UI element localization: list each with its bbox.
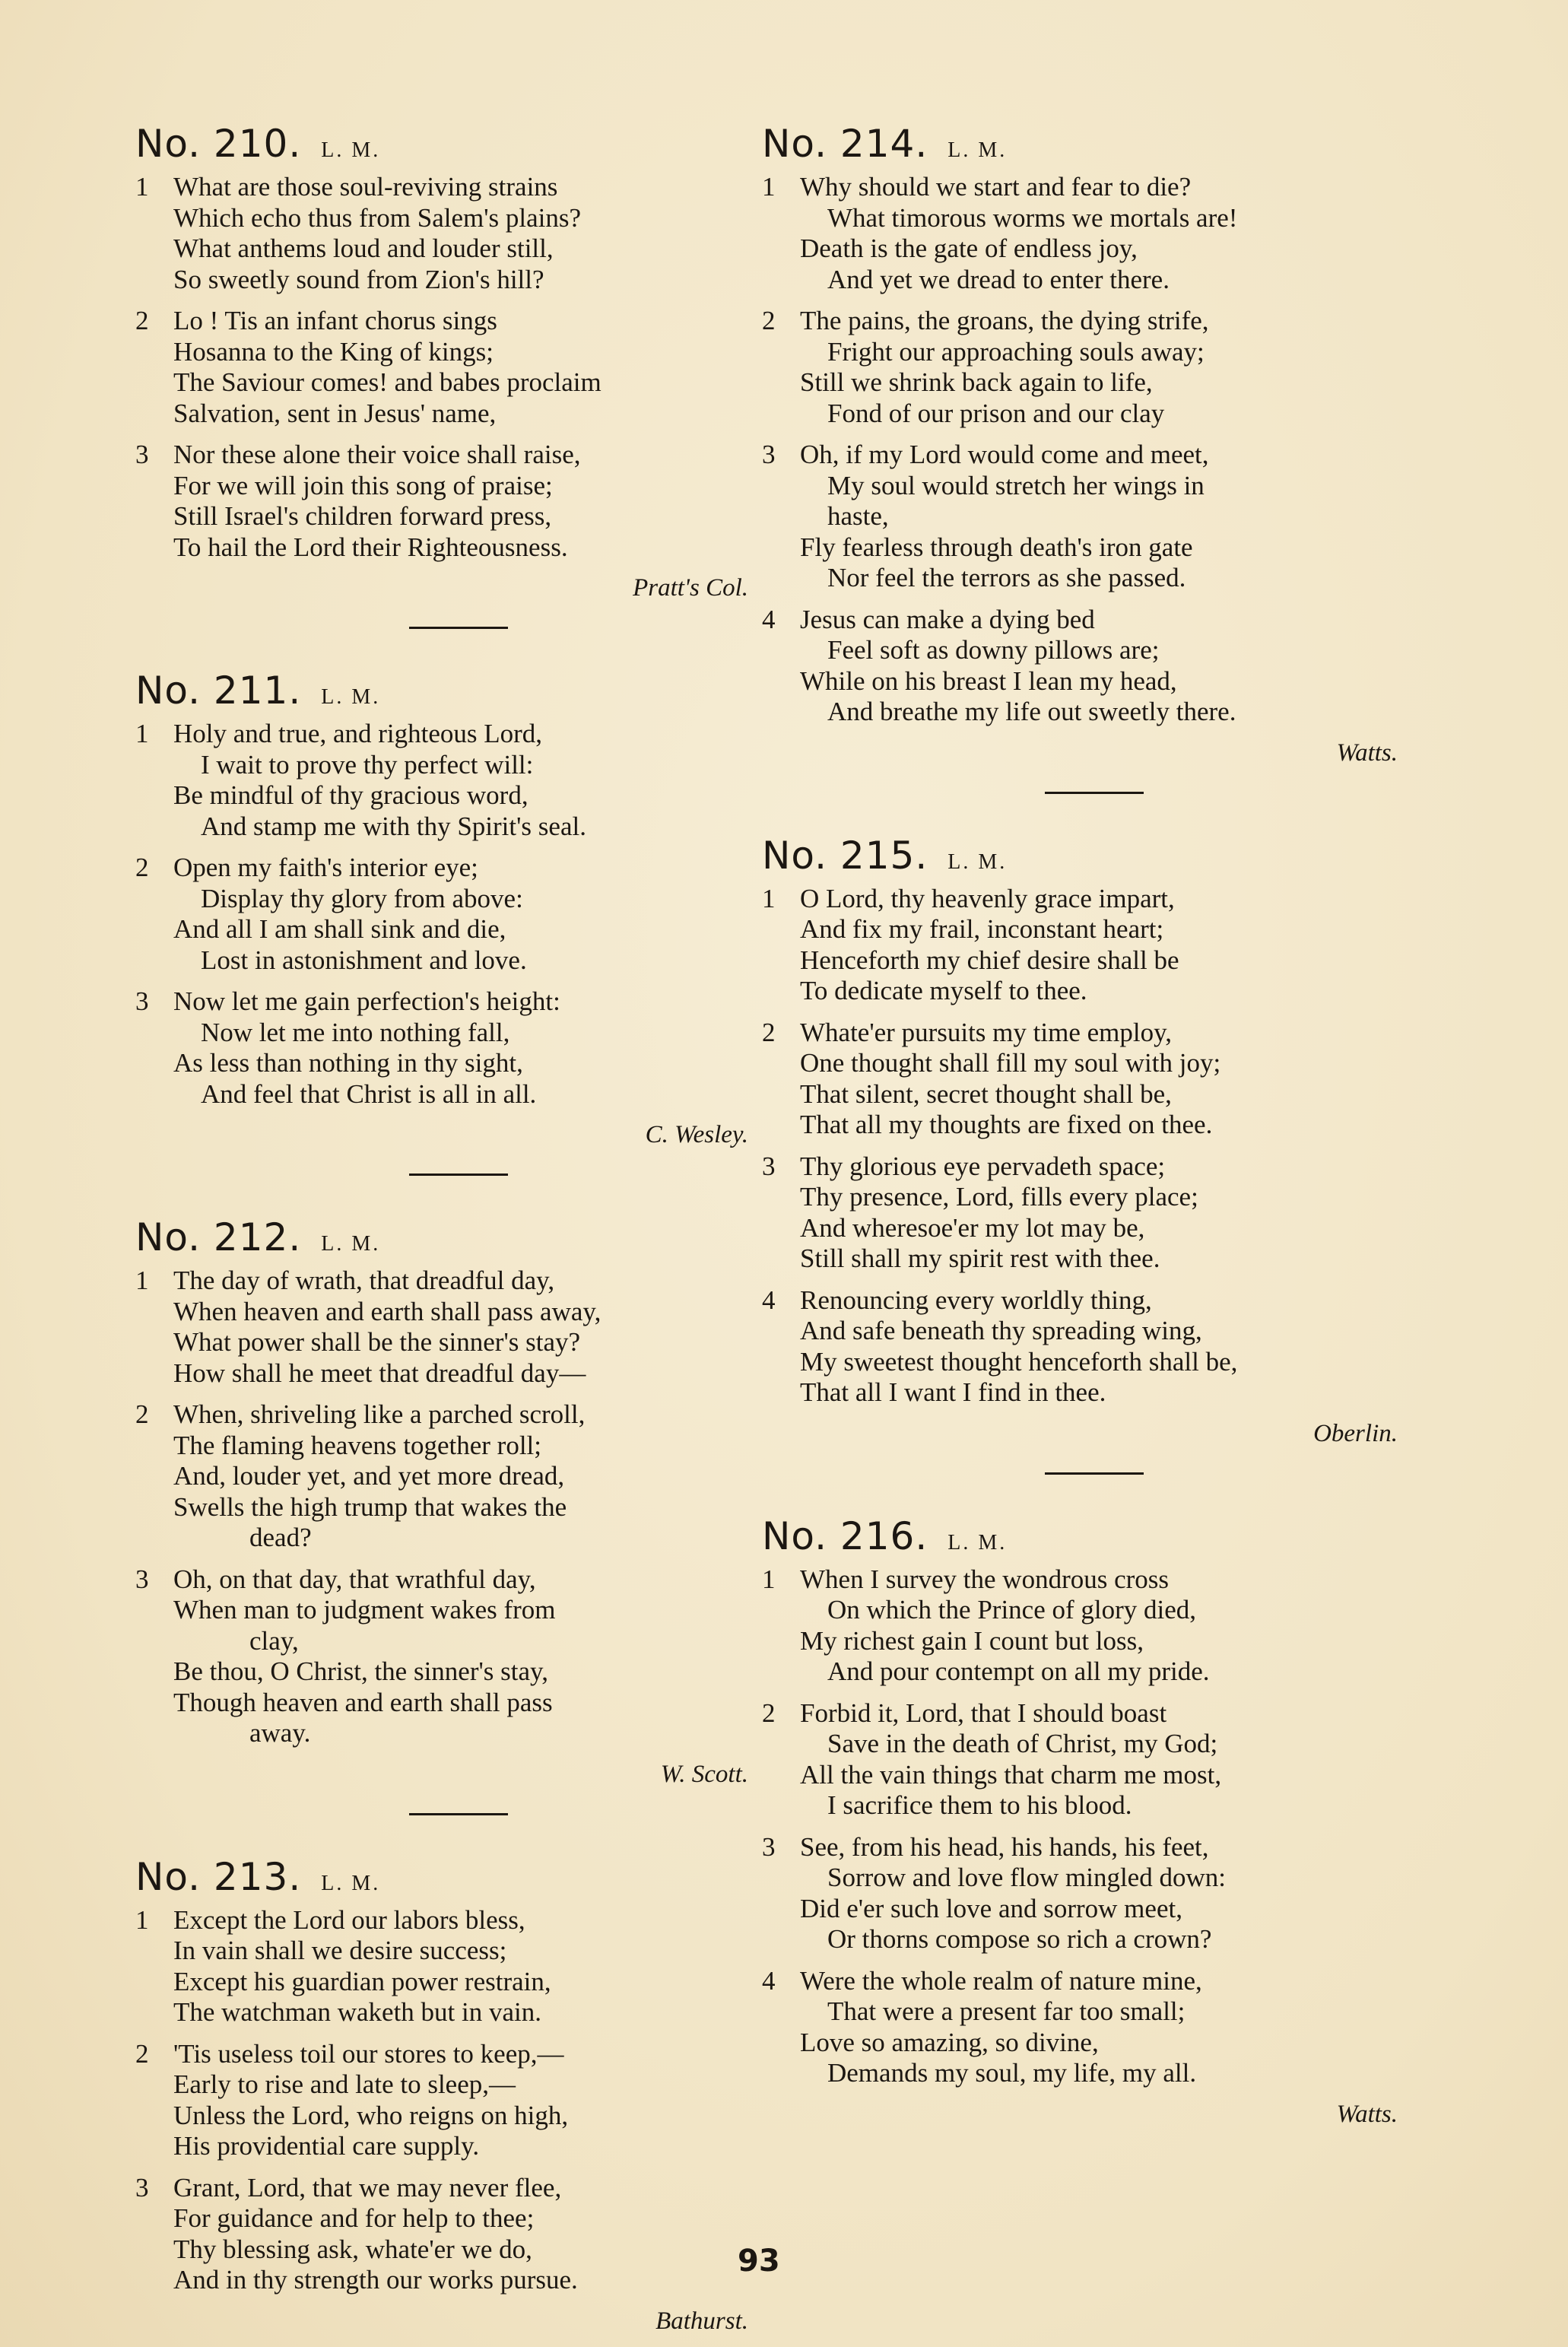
verse [762,884,1416,1007]
verse-line: To dedicate myself to thee. [800,976,1087,1005]
verse [135,1266,767,1389]
verse-line: My sweetest thought henceforth shall be, [800,1346,1238,1377]
verse-line: And in thy strength our works pursue. [173,2265,578,2295]
hymn-number: No. 215. [762,833,928,878]
verse-line: That silent, secret thought shall be, [800,1078,1172,1109]
verse-number: 2 [135,853,149,882]
verse-line: Forbid it, Lord, that I should boast [800,1698,1167,1728]
verse-line: Early to rise and late to sleep,— [173,2069,516,2099]
verse [762,1285,1416,1409]
hymn-attribution: Bathurst. [655,2307,748,2335]
hymn-header [135,122,767,166]
verse [762,172,1416,295]
hymn [762,834,1416,1448]
verse-line: Renouncing every worldly thing, [800,1285,1152,1315]
verse [762,1564,1416,1688]
verse-line: When I survey the wondrous cross [800,1564,1170,1594]
verse-number: 1 [762,1564,776,1594]
hymn [762,122,1416,767]
verse-line: Fright our approaching souls away; [827,336,1205,367]
page-number: 93 [738,2244,780,2279]
verse-number: 2 [135,2038,149,2069]
verse-line: And safe beneath thy spreading wing, [800,1316,1202,1345]
verse-number: 3 [135,986,149,1016]
verse-line: While on his breast I lean my head, [800,665,1177,696]
verse [135,1399,767,1554]
hymn [762,1514,1416,2129]
hymn-attribution: Watts. [1336,2100,1398,2128]
hymn-attribution: Watts. [1336,738,1398,767]
verse-line: Oh, if my Lord would come and meet, [800,440,1209,469]
hymn-header [135,1215,767,1259]
verse-number: 3 [762,440,776,469]
verse [135,1564,767,1749]
verse-line: Oh, on that day, that wrathful day, [173,1564,536,1594]
verse-line: Thy presence, Lord, fills every place; [800,1182,1198,1212]
verse-line: Be thou, O Christ, the sinner's stay, [173,1656,549,1686]
verse-line: Save in the death of Christ, my God; [827,1729,1218,1758]
verse-number: 3 [135,440,149,469]
verse-number: 1 [762,883,776,913]
verse [135,440,767,563]
hymn [135,1855,767,2336]
verse-line: Lost in astonishment and love. [201,945,527,975]
verse-line: haste, [827,501,889,531]
verse-line: Death is the gate of endless joy, [800,233,1138,263]
hymn-meter: L. M. [321,1871,381,1895]
verse-line: Thy blessing ask, whate'er we do, [173,2234,532,2264]
verse-line: And breathe my life out sweetly there. [827,697,1236,726]
verse-line: When heaven and earth shall pass away, [173,1296,601,1326]
section-divider [1045,792,1144,794]
verse-line: When, shriveling like a parched scroll, [173,1399,586,1429]
verse-number: 4 [762,604,776,634]
verse-line: dead? [249,1523,312,1552]
verse-number: 2 [135,306,149,335]
hymn-number: No. 211. [135,669,302,713]
verse-line: See, from his head, his hands, his feet, [800,1831,1209,1862]
verse-number: 2 [762,1017,776,1047]
verse-line: And, louder yet, and yet more dread, [173,1461,565,1491]
verse-line: On which the Prince of glory died, [827,1595,1197,1624]
verse-line: The pains, the groans, the dying strife, [800,306,1209,335]
section-divider [1045,1472,1144,1475]
verse-line: That all my thoughts are fixed on thee. [800,1110,1213,1139]
verse-number: 2 [135,1399,149,1429]
verse-line: What are those soul-reviving strains [173,172,558,202]
verse-line: Thy glorious eye pervadeth space; [800,1151,1166,1181]
verse-line: Nor feel the terrors as she passed. [827,563,1186,592]
verse [135,719,767,842]
hymn-number: No. 212. [135,1215,302,1259]
verse [762,306,1416,429]
verse-line: That were a present far too small; [827,1996,1186,2026]
hymn-header [135,669,767,713]
verse-line: Unless the Lord, who reigns on high, [173,2100,569,2130]
right-column [762,122,1416,2129]
hymn-header [762,122,1416,166]
verse-number: 2 [762,1698,776,1728]
verse-line: Still shall my spirit rest with thee. [800,1243,1160,1273]
verse-line: 'Tis useless toil our stores to keep,— [173,2038,564,2069]
hymn-number: No. 210. [135,122,302,166]
hymn [135,122,767,602]
verse [135,2039,767,2162]
verse-line: Open my faith's interior eye; [173,853,478,882]
verse-line: Still we shrink back again to life, [800,367,1153,397]
verse-line: So sweetly sound from Zion's hill? [173,264,544,294]
hymn-number: No. 216. [762,1513,928,1558]
hymn-meter: L. M. [947,138,1008,162]
hymn-number: No. 214. [762,122,928,166]
verse-number: 2 [762,306,776,335]
hymn-meter: L. M. [321,138,381,162]
verse-line: Still Israel's children forward press, [173,501,552,531]
verse-line: Hosanna to the King of kings; [173,336,494,367]
verse-line: Sorrow and love flow mingled down: [827,1863,1226,1892]
verse-line: Now let me into nothing fall, [201,1017,510,1047]
hymn-attribution: Oberlin. [1313,1419,1398,1447]
verse-line: How shall he meet that dreadful day— [173,1358,586,1388]
verse [762,605,1416,728]
verse-line: Jesus can make a dying bed [800,604,1095,634]
verse-line: And feel that Christ is all in all. [201,1078,537,1109]
verse-line: Did e'er such love and sorrow meet, [800,1893,1182,1923]
verse-line: His providential care supply. [173,2131,480,2161]
verse-line: Fly fearless through death's iron gate [800,532,1193,562]
hymn-attribution: W. Scott. [660,1760,748,1788]
verse-line: The watchman waketh but in vain. [173,1997,542,2027]
verse-line: Holy and true, and righteous Lord, [173,719,543,748]
hymn-attribution: C. Wesley. [645,1121,748,1148]
verse [762,1018,1416,1141]
verse-line: To hail the Lord their Righteousness. [173,532,568,562]
verse-line: And yet we dread to enter there. [827,264,1170,294]
verse-number: 4 [762,1965,776,1996]
hymn-header [135,1855,767,1899]
verse [135,1905,767,2028]
verse [762,1966,1416,2089]
hymn-meter: L. M. [321,1232,381,1256]
verse-line: When man to judgment wakes from [173,1595,556,1624]
verse [762,440,1416,594]
verse-line: Lo ! Tis an infant chorus sings [173,306,497,335]
verse-line: And pour contempt on all my pride. [827,1656,1210,1686]
verse-line: All the vain things that charm me most, [800,1759,1222,1790]
verse-line: I sacrifice them to his blood. [827,1790,1132,1820]
hymn-meter: L. M. [947,1530,1008,1555]
verse-line: What anthems loud and louder still, [173,233,554,263]
verse-line: O Lord, thy heavenly grace impart, [800,883,1175,913]
verse-line: As less than nothing in thy sight, [173,1048,523,1078]
verse [762,1698,1416,1821]
verse-line: The day of wrath, that dreadful day, [173,1266,555,1295]
verse-line: Whate'er pursuits my time employ, [800,1017,1173,1047]
verse-line: clay, [249,1625,299,1656]
verse-number: 1 [762,172,776,202]
verse-number: 1 [135,719,149,748]
section-divider [409,1174,508,1176]
verse-number: 4 [762,1285,776,1315]
verse-line: Except his guardian power restrain, [173,1966,551,1996]
verse-number: 3 [762,1831,776,1862]
verse-number: 3 [135,1564,149,1594]
verse [135,306,767,429]
verse-line: Were the whole realm of nature mine, [800,1965,1202,1996]
verse-number: 1 [135,172,149,202]
hymn [135,1215,767,1789]
hymn-number: No. 213. [135,1854,302,1899]
verse-line: For we will join this song of praise; [173,470,553,500]
verse-line: Demands my soul, my life, my all. [827,2058,1197,2088]
verse-number: 3 [762,1151,776,1181]
verse-line: Salvation, sent in Jesus' name, [173,398,497,428]
verse-line: Feel soft as downy pillows are; [827,635,1160,665]
verse [762,1832,1416,1955]
verse-line: Nor these alone their voice shall raise, [173,440,581,469]
verse-line: And wheresoe'er my lot may be, [800,1212,1145,1243]
verse-line: Grant, Lord, that we may never flee, [173,2172,562,2202]
verse-line: What power shall be the sinner's stay? [173,1327,581,1357]
verse-line: Be mindful of thy gracious word, [173,780,528,810]
verse-line: Or thorns compose so rich a crown? [827,1924,1212,1954]
verse-line: In vain shall we desire success; [173,1936,507,1965]
verse-number: 1 [135,1904,149,1935]
verse-line: The flaming heavens together roll; [173,1430,542,1460]
verse-line: Fond of our prison and our clay [827,398,1165,428]
verse-line: And stamp me with thy Spirit's seal. [201,811,586,841]
verse-line: Though heaven and earth shall pass [173,1687,553,1717]
verse-line: Love so amazing, so divine, [800,2027,1099,2057]
verse-number: 3 [135,2172,149,2202]
section-divider [409,627,508,629]
hymn-attribution: Pratt's Col. [633,574,748,602]
hymn-header [762,1514,1416,1558]
hymn-meter: L. M. [947,850,1008,874]
verse-line: That all I want I find in thee. [800,1377,1106,1407]
verse-line: For guidance and for help to thee; [173,2203,535,2233]
verse [135,172,767,295]
verse-line: The Saviour comes! and babes proclaim [173,367,601,397]
verse [135,986,767,1110]
verse-number: 1 [135,1266,149,1295]
verse-line: away. [249,1718,311,1748]
section-divider [409,1813,508,1815]
verse-line: My richest gain I count but loss, [800,1625,1144,1656]
verse-line: And fix my frail, inconstant heart; [800,914,1164,944]
hymn-meter: L. M. [321,685,381,709]
verse [135,2173,767,2296]
verse-line: My soul would stretch her wings in [827,470,1205,500]
verse [762,1151,1416,1275]
verse-line: And all I am shall sink and die, [173,914,506,944]
verse-line: Except the Lord our labors bless, [173,1904,525,1935]
verse-line: I wait to prove thy perfect will: [201,749,534,780]
verse-line: Now let me gain perfection's height: [173,986,560,1016]
verse-line: Display thy glory from above: [201,883,523,913]
verse-line: One thought shall fill my soul with joy; [800,1048,1221,1078]
verse-line: Which echo thus from Salem's plains? [173,202,582,233]
hymn-header [762,834,1416,878]
verse-line: Swells the high trump that wakes the [173,1491,567,1522]
verse-line: Henceforth my chief desire shall be [800,945,1179,975]
hymn [135,669,767,1149]
verse [135,853,767,976]
left-column [135,122,767,2336]
verse-line: What timorous worms we mortals are! [827,202,1238,233]
verse-line: Why should we start and fear to die? [800,172,1192,202]
